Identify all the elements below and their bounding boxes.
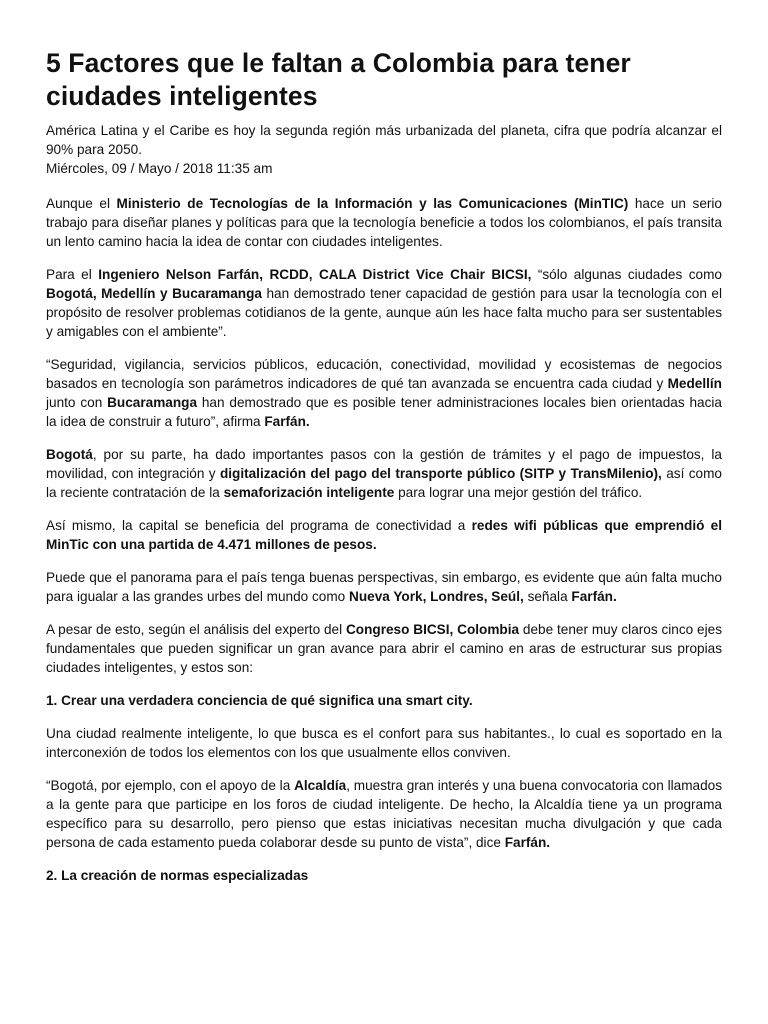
article-date: Miércoles, 09 / Mayo / 2018 11:35 am	[46, 161, 273, 176]
bold-text: semaforización inteligente	[223, 485, 395, 500]
text: junto con	[46, 395, 108, 410]
paragraph-3	[46, 355, 722, 431]
bold-text: Ingeniero Nelson Farfán, RCDD, CALA District Vice Chair BICSI,	[98, 267, 532, 282]
paragraph-9	[46, 776, 722, 852]
bold-text: Nueva York, Londres, Seúl,	[349, 589, 524, 604]
text: Puede que el panorama para el país tenga buenas perspectivas, sin embargo, es evidente que aún falta mucho para igualar a las grandes urbes del mundo como	[46, 570, 722, 604]
text: para lograr una mejor gestión del tráfico.	[394, 485, 643, 500]
text: hace un serio trabajo para diseñar planes y políticas para que la tecnología beneficie a todos los colombianos, el país transita un lento camino hacia la idea de contar con ciudades inteligentes.	[46, 196, 722, 249]
bold-text: Farfán.	[571, 589, 617, 604]
article-lead: América Latina y el Caribe es hoy la segunda región más urbanizada del planeta, cifra que podría alcanzar el 90% para 2050.	[46, 123, 722, 157]
paragraph-4	[46, 445, 722, 502]
text: , muestra gran interés y una buena convocatoria con llamados a la gente para que participe en los foros de ciudad inteligente. De hecho, la Alcaldía tiene ya un programa específico para su desarrollo, pero pienso que estas iniciativas necesitan mucha divulgación y que cada persona de cada estamento pueda colaborar desde su punto de vista”, dice	[46, 778, 722, 850]
paragraph-7	[46, 620, 722, 677]
text: debe tener muy claros cinco ejes fundamentales que pueden significar un gran avance para abrir el camino en aras de estructurar sus propias ciudades inteligentes, y estos son:	[46, 622, 722, 675]
section-heading-1: 1. Crear una verdadera conciencia de qué significa una smart city.	[46, 693, 473, 708]
bold-text: Alcaldía	[294, 778, 347, 793]
text: han demostrado tener capacidad de gestión para usar la tecnología con el propósito de resolver problemas cotidianos de la gente, aunque aún les hace falta mucho para ser sustentables y amigables con el ambiente”.	[46, 286, 722, 339]
text: Para el	[46, 267, 99, 282]
paragraph-2	[46, 265, 722, 341]
paragraph-6	[46, 568, 722, 606]
text: así como la reciente contratación de la	[46, 466, 722, 500]
bold-text: Bucaramanga	[107, 395, 198, 410]
paragraph-8: Una ciudad realmente inteligente, lo que busca es el confort para sus habitantes., lo cual es soportado en la interconexión de todos los elementos con los que usualmente ellos conviven.	[46, 726, 722, 760]
bold-text: Farfán.	[264, 414, 310, 429]
text: “Bogotá, por ejemplo, con el apoyo de la	[46, 778, 295, 793]
bold-text: Farfán.	[504, 835, 551, 850]
bold-text: Bogotá, Medellín y Bucaramanga	[46, 286, 262, 301]
section-heading-2: 2. La creación de normas especializadas	[46, 868, 309, 883]
bold-text: Congreso BICSI, Colombia	[345, 622, 520, 637]
paragraph-1	[46, 194, 722, 251]
text: A pesar de esto, según el análisis del experto del	[46, 622, 346, 637]
text: “Seguridad, vigilancia, servicios públicos, educación, conectividad, movilidad y ecosistemas de negocios basados en tecnología son parámetros indicadores de qué tan avanzada se encuentra cada ciudad y	[46, 357, 722, 391]
bold-text: Medellín	[667, 376, 722, 391]
bold-text: Bogotá	[46, 447, 93, 462]
text: “sólo algunas ciudades como	[531, 267, 722, 282]
text: , por su parte, ha dado importantes pasos con la gestión de trámites y el pago de impuestos, la movilidad, con integración y	[46, 447, 722, 481]
text: Aunque el	[46, 196, 117, 211]
text: han demostrado que es posible tener administraciones locales bien orientadas hacia la idea de construir a futuro”, afirma	[46, 395, 722, 429]
bold-text: redes wifi públicas que emprendió el MinTic con una partida de 4.471 millones de pesos.	[46, 518, 723, 552]
paragraph-5	[46, 516, 722, 554]
text: Así mismo, la capital se beneficia del programa de conectividad a	[46, 518, 472, 533]
article-title: 5 Factores que le faltan a Colombia para tener ciudades inteligentes	[46, 48, 631, 111]
bold-text: digitalización del pago del transporte público (SITP y TransMilenio),	[219, 466, 662, 481]
text: señala	[523, 589, 572, 604]
bold-text: Ministerio de Tecnologías de la Información y las Comunicaciones (MinTIC)	[116, 196, 629, 211]
